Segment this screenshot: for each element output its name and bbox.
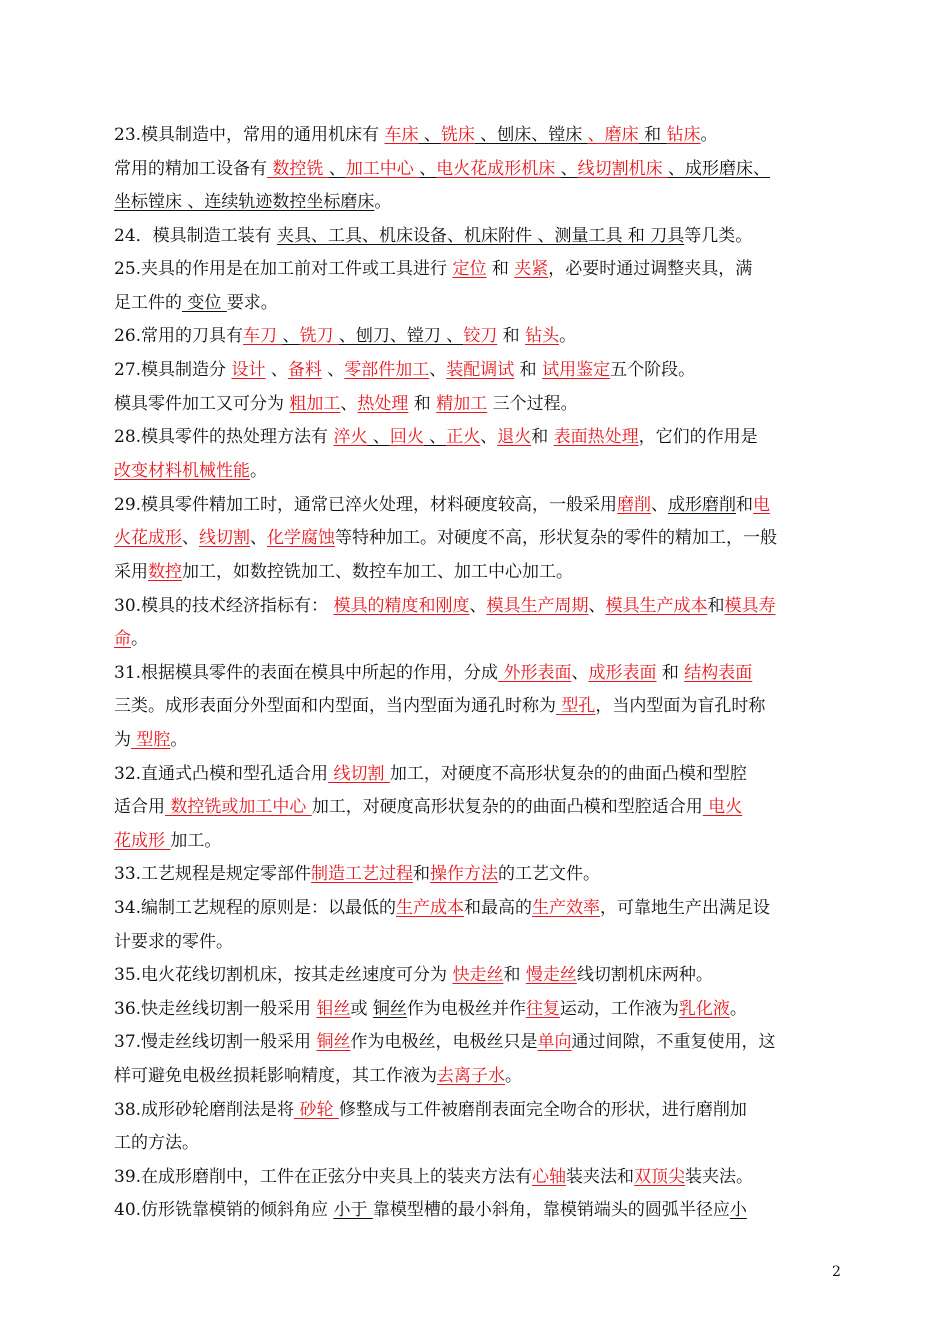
text-line [114,1132,844,1154]
text-segment: 27.模具制造分 [114,360,232,380]
answer-text: 砂轮 [294,1100,339,1120]
text-segment: 三类。成形表面分外型面和内型面，当内型面为通孔时称为 [114,696,556,716]
answer-text: 双顶尖 [634,1167,686,1187]
answer-text: 钼丝 [316,999,351,1019]
answer-text: 正火 [446,427,481,447]
text-segment: 、 [469,596,487,616]
answer-text: 结构表面 [684,663,753,683]
text-segment: 和 [531,427,554,447]
text-segment: 加工，如数控铣加工、数控车加工、加工中心加工。 [182,562,573,582]
text-line [114,426,844,448]
answer-text: 慢走丝 [525,965,577,985]
answer-text: 零部件加工 [344,360,430,380]
text-segment: 、 [588,596,606,616]
text-segment: 线切割机床两种。 [576,965,713,985]
text-segment: 工的方法。 [114,1133,199,1153]
answer-text: 乳化液 [678,999,730,1019]
underlined-text: 、 [328,159,346,179]
underlined-text: 、成形磨床、 [668,159,771,179]
text-line [114,662,844,684]
answer-text: 铣刀 [299,326,339,346]
answer-text: 型腔 [131,730,171,750]
text-segment: 。 [131,629,148,649]
text-line [114,695,844,717]
underlined-text: 、 [282,326,300,346]
text-line [114,729,844,751]
text-line [114,964,844,986]
text-segment: 、 [651,495,669,515]
text-segment: 36.快走丝线切割一般采用 [114,999,317,1019]
text-segment: 三个过程。 [487,394,578,414]
answer-text: 车刀 [243,326,283,346]
text-segment: 和 [736,495,754,515]
text-segment: 和 [503,965,526,985]
text-segment: 、 [265,360,288,380]
text-segment: 计要求的零件。 [114,932,233,952]
answer-text: 外形表面 [498,663,572,683]
answer-text: 模具生产成本 [605,596,708,616]
text-segment: 适合用 [114,797,165,817]
answer-text: 快走丝 [452,965,504,985]
answer-text: 表面热处理 [553,427,639,447]
answer-text: 单向 [537,1032,572,1052]
underlined-text: 、 [418,125,441,145]
text-segment: 采用 [114,562,148,582]
answer-text: 制造工艺过程 [311,864,414,884]
text-line [114,897,844,919]
answer-text: 热处理 [357,394,409,414]
answer-text: 铜丝 [316,1032,351,1052]
text-line [114,628,844,650]
answer-text: 线切割 [199,528,250,548]
text-line [114,1099,844,1121]
text-segment: 足工件的 [114,293,182,313]
text-segment: 。 [505,1066,522,1086]
text-segment: 。 [729,999,747,1019]
text-line [114,1031,844,1053]
text-segment: 通过间隙，不重复使用，这 [571,1032,776,1052]
text-segment: 等几类。 [684,226,753,246]
text-segment: 为 [114,730,131,750]
text-segment: 38.成形砂轮磨削法是将 [114,1100,295,1120]
underlined-text: 、刨刀、镗刀 、 [338,326,464,346]
underlined-text: 成形磨削 [668,495,737,515]
answer-text: 精加工 [436,394,488,414]
text-segment: 装夹法。 [685,1167,754,1187]
underlined-text: 变位 [182,293,227,313]
underlined-text: 、 [560,159,578,179]
text-segment: 35.电火花线切割机床，按其走丝速度可分为 [114,965,453,985]
text-line [114,393,844,415]
text-segment: 作为电极丝并作 [406,999,526,1019]
text-segment: 。 [559,326,577,346]
answer-text: 模具寿 [724,596,776,616]
text-line [114,763,844,785]
text-segment: ，它们的作用是 [638,427,758,447]
underlined-text: 铜丝 [372,999,407,1019]
text-segment: 靠模型槽的最小斜角，靠模销端头的圆弧半径应 [372,1200,730,1220]
underlined-text: 、 [367,427,390,447]
text-segment: 和最高的 [464,898,533,918]
answer-text: 电 [753,495,771,515]
text-segment: 、 [321,360,345,380]
text-segment: 和 [497,326,526,346]
text-segment: 、 [182,528,199,548]
text-segment: 加工。 [170,831,222,851]
text-segment: 26.常用的刀具有 [114,326,244,346]
text-segment: 加工，对硬度不高形状复杂的的曲面凸模和型腔 [389,764,747,784]
text-segment: 31.根据模具零件的表面在模具中所起的作用，分成 [114,663,499,683]
text-line [114,931,844,953]
text-segment: 五个阶段。 [610,360,696,380]
text-line [114,595,844,617]
text-segment: 常用的精加工设备有 [114,159,267,179]
answer-text: 铰刀 [463,326,498,346]
text-line [114,258,844,280]
answer-text: 粗加工 [289,394,341,414]
text-line [114,1166,844,1188]
answer-text: 线切割机床 [577,159,669,179]
text-line [114,796,844,818]
text-segment: 等特种加工。对硬度不高，形状复杂的零件的精加工，一般 [335,528,777,548]
answer-text: 数控 [148,562,182,582]
text-line [114,998,844,1020]
text-segment: 的工艺文件。 [498,864,601,884]
answer-text: 生产效率 [532,898,601,918]
text-line [114,225,844,247]
answer-text: 型孔 [556,696,596,716]
underlined-text: 小 [729,1200,747,1220]
answer-text: 设计 [231,360,266,380]
text-segment: 和 [413,864,431,884]
text-segment: 修整成与工件被磨削表面完全吻合的形状，进行磨削加 [338,1100,747,1120]
text-segment: 要求。 [226,293,278,313]
text-line [114,292,844,314]
answer-text: 成形表面 [588,663,657,683]
text-segment: 运动，工作液为 [559,999,679,1019]
text-segment: 作为电极丝，电极丝只是 [350,1032,538,1052]
text-segment: 装夹法和 [566,1167,635,1187]
text-segment: 、 [571,663,589,683]
underlined-text: 、刨床、镗床 [474,125,588,145]
answer-text: 钻头 [525,326,560,346]
text-segment: 24．模具制造工装有 [114,226,278,246]
answer-text: 模具生产周期 [486,596,589,616]
text-segment: ，必要时通过调整夹具，满 [548,259,753,279]
answer-text: 改变材料机械性能 [114,461,250,481]
underlined-text: 、测量工具 和 刀具 [537,226,685,246]
text-line [114,494,844,516]
answer-text: 铣床 [440,125,475,145]
underlined-text: 夹具、工具、机床设备、机床附件 [277,226,538,246]
answer-text: 生产成本 [396,898,465,918]
answer-text: 数控铣或加工中心 [165,797,312,817]
answer-text: 化学腐蚀 [267,528,335,548]
answer-text: 回火 [389,427,424,447]
underlined-text: 坐标镗床 、连续轨迹数控坐标磨床 [114,192,375,212]
text-line [114,527,844,549]
text-line [114,191,844,213]
answer-text: 淬火 [333,427,368,447]
text-segment: 和 [707,596,725,616]
text-segment: 29.模具零件精加工时，通常已淬火处理，材料硬度较高，一般采用 [114,495,618,515]
text-segment: 和 [656,663,685,683]
text-line [114,1199,844,1221]
text-segment: 。 [170,730,188,750]
text-line [114,830,844,852]
answer-text: 心轴 [532,1167,567,1187]
text-segment: 加工，对硬度高形状复杂的的曲面凸模和型腔适合用 [311,797,703,817]
underlined-text: 、 [419,159,437,179]
text-segment: 或 [350,999,373,1019]
answer-text: 数控铣 [267,159,329,179]
text-segment: 、 [480,427,498,447]
text-segment: ，可靠地生产出满足设 [600,898,771,918]
answer-text: 模具的精度和刚度 [333,596,470,616]
answer-text: 夹紧 [514,259,549,279]
text-line [114,863,844,885]
answer-text: 试用鉴定 [542,360,611,380]
answer-text: 火花成形 [114,528,182,548]
answer-text: 线切割 [328,764,390,784]
text-segment: 34.编制工艺规程的原则是：以最低的 [114,898,397,918]
text-line [114,325,844,347]
text-line [114,1065,844,1087]
text-line [114,561,844,583]
underlined-text: 和 [638,125,667,145]
text-line [114,124,844,146]
answer-text: 操作方法 [430,864,499,884]
text-segment: 。 [700,125,718,145]
answer-text: 磨削 [617,495,652,515]
text-segment: 。 [374,192,392,212]
text-line [114,460,844,482]
text-segment: 和 [408,394,437,414]
text-segment: 25.夹具的作用是在加工前对工件或工具进行 [114,259,453,279]
answer-text: 装配调试 [446,360,515,380]
text-segment: 样可避免电极丝损耗影响精度，其工作液为 [114,1066,437,1086]
text-segment: ，当内型面为盲孔时称 [595,696,766,716]
text-segment: 和 [514,360,543,380]
answer-text: 电火 [702,797,743,817]
text-line [114,359,844,381]
underlined-text: 、 [423,427,447,447]
text-segment: 39.在成形磨削中，工件在正弦分中夹具上的装夹方法有 [114,1167,533,1187]
text-segment: 37.慢走丝线切割一般采用 [114,1032,317,1052]
text-segment: 32.直通式凸模和型孔适合用 [114,764,329,784]
text-line [114,158,844,180]
answer-text: 花成形 [114,831,171,851]
page-number: 2 [832,1264,841,1280]
text-segment: 和 [486,259,515,279]
text-segment: 、 [429,360,447,380]
text-segment: 28.模具零件的热处理方法有 [114,427,334,447]
answer-text: 去离子水 [437,1066,505,1086]
text-segment: 33.工艺规程是规定零部件 [114,864,312,884]
answer-text: 备料 [287,360,322,380]
answer-text: 电火花成形机床 [436,159,561,179]
answer-text: 退火 [497,427,532,447]
answer-text: 定位 [452,259,487,279]
text-segment: 模具零件加工又可分为 [114,394,290,414]
answer-text: 往复 [525,999,560,1019]
text-segment: 。 [250,461,267,481]
answer-text: 车床 [384,125,419,145]
text-segment: 、 [250,528,267,548]
text-segment: 30.模具的技术经济指标有： [114,596,334,616]
text-segment: 23.模具制造中，常用的通用机床有 [114,125,385,145]
answer-text: 钻床 [666,125,701,145]
underlined-text: 小于 [333,1200,373,1220]
answer-text: 命 [114,629,131,649]
text-segment: 40.仿形铣靠模销的倾斜角应 [114,1200,334,1220]
text-segment: 、 [340,394,358,414]
answer-text: 加工中心 [345,159,420,179]
answer-text: 、磨床 [587,125,639,145]
